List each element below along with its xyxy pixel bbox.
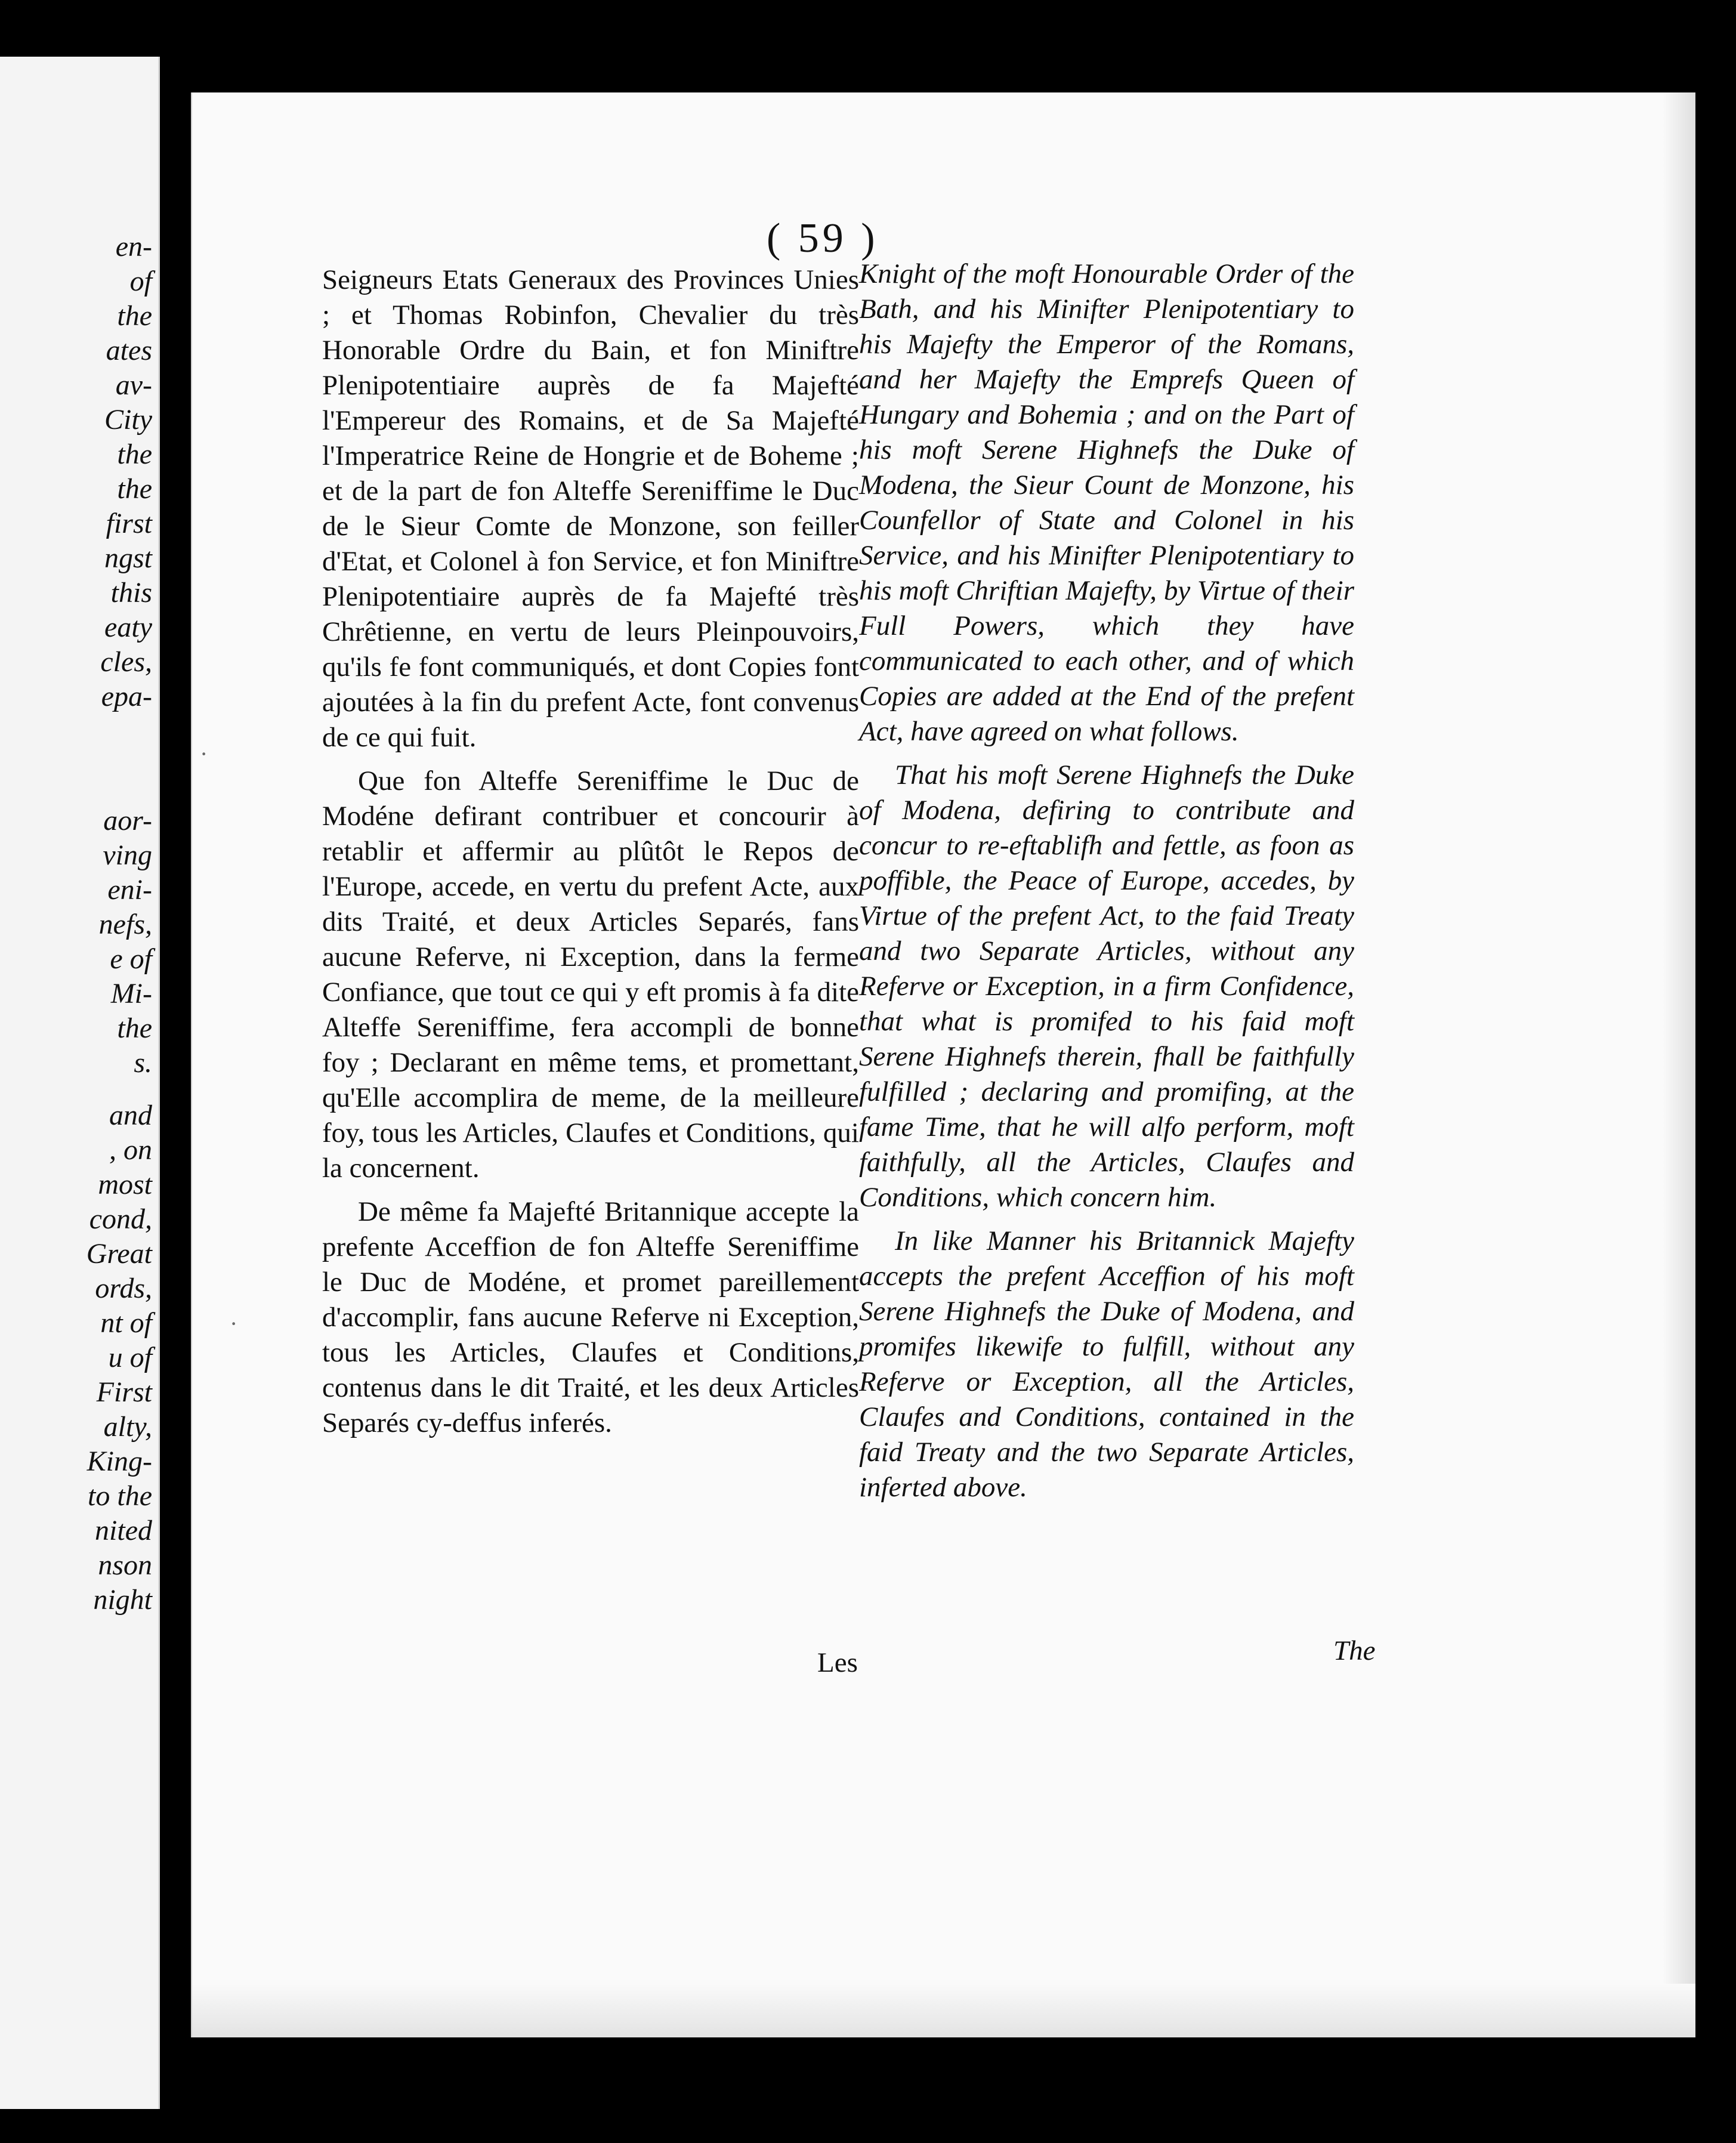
english-paragraph: Knight of the moft Honourable Order of the Bath, and his Minifter Plenipotentiary to his Majefty the Emperor of the Romans, and her Majefty the Emprefs Queen of Hungary and Bohemia ; and on the Part of his moft Serene Highnefs the Duke of Modena, the Sieur Count de Monzone, his Counfellor of State and Colonel in his Service, and his Minifter Plenipotentiary to his moft Chriftian Majefty, by Virtue of their Full Powers, which they have communicated to each other, and of which Copies are added at the End of the prefent Act, have agreed on what follows.	[859, 258, 1354, 747]
page-number: ( 59 )	[767, 215, 879, 261]
french-column	[322, 263, 859, 1449]
facing-page-fragment: the	[117, 439, 152, 470]
english-paragraph: That his moft Serene Highnefs the Duke of Modena, defiring to contribute and concur to re-eftablifh and fettle, as foon as poffible, the Peace of Europe, accedes, by Virtue of the prefent Act, to the faid Treaty and two Separate Articles, without any Referve or Exception, in a firm Confidence, that what is promifed to his faid moft Serene Highnefs therein, fhall be faithfully fulfilled ; declaring and promifing, at the fame Time, that he will alfo perform, moft faithfully, all the Articles, Claufes and Conditions, which concern him.	[859, 759, 1354, 1213]
english-catchword: The	[1333, 1635, 1376, 1666]
facing-page-fragment: ngst	[104, 542, 152, 574]
page-edge-shadow	[1663, 92, 1695, 2037]
ink-speck: ·	[200, 740, 208, 767]
facing-page-fragment: aor-	[103, 805, 152, 836]
facing-page-fragment: , on	[109, 1134, 152, 1166]
facing-page-fragment: nited	[95, 1515, 152, 1546]
facing-page-fragment: King-	[87, 1446, 152, 1477]
facing-page-fragment: this	[110, 577, 152, 609]
french-paragraph: Seigneurs Etats Generaux des Provinces Unies ; et Thomas Robinfon, Chevalier du très Honorable Ordre du Bain, et fon Miniftre Plenipotentiaire auprès de fa Majefté l'Empereur des Romains, et de Sa Majefté l'Imperatrice Reine de Hongrie et de Boheme ; et de la part de fon Alteffe Sereniffime le Duc de le Sieur Comte de Monzone, son feiller d'Etat, et Colonel à fon Service, et fon Miniftre Plenipotentiaire auprès de fa Majefté très Chrêtienne, en vertu de leurs Pleinpouvoirs, qu'ils fe font communiqués, et dont Copies font ajoutées à la fin du prefent Acte, font convenus de ce qui fuit.	[322, 264, 859, 753]
facing-page-fragment: most	[98, 1169, 152, 1200]
facing-page-fragment: epa-	[101, 681, 152, 712]
facing-page-fragment: night	[93, 1584, 152, 1616]
facing-page-fragment: Great	[86, 1238, 152, 1270]
facing-page-fragment: ords,	[95, 1273, 152, 1304]
english-paragraph: In like Manner his Britannick Majefty accepts the prefent Acceffion of his moft Serene Highnefs the Duke of Modena, and promifes likewife to fulfill, without any Referve or Exception, all the Articles, Claufes and Conditions, contained in the faid Treaty and the two Separate Articles, inferted above.	[859, 1225, 1354, 1503]
facing-page-fragment: cond,	[89, 1203, 152, 1235]
facing-page-fragment: eni-	[107, 874, 152, 906]
facing-page-fragment: ates	[106, 335, 152, 366]
facing-page-fragment: First	[96, 1376, 152, 1408]
facing-page-fragment: the	[117, 300, 152, 332]
facing-page-fragment: ving	[103, 839, 152, 871]
facing-page-fragment: the	[117, 473, 152, 505]
facing-page-fragment: s.	[134, 1047, 152, 1079]
french-paragraph: De même fa Majefté Britannique accepte la prefente Acceffion de fon Alteffe Sereniffime le Duc de Modéne, et promet pareillement d'accomplir, fans aucune Referve ni Exception, tous les Articles, Claufes et Conditions, contenus dans le dit Traité, et les deux Articles Separés cy-deffus inferés.	[322, 1196, 859, 1438]
facing-page-fragment: u of	[108, 1342, 152, 1373]
facing-page-fragment: nson	[98, 1549, 152, 1581]
facing-page-fragment: alty,	[103, 1411, 152, 1443]
facing-page-edge	[0, 57, 160, 2109]
facing-page-fragment: and	[109, 1100, 152, 1131]
facing-page-fragment: en-	[115, 231, 152, 263]
french-paragraph: Que fon Alteffe Sereniffime le Duc de Modéne defirant contribuer et concourir à retablir et affermir au plûtôt le Repos de l'Europe, accede, en vertu du prefent Acte, aux dits Traité, et deux Articles Separés, fans aucune Referve, ni Exception, dans la ferme Confiance, que tout ce qui y eft promis à fa dite Alteffe Sereniffime, fera accompli de bonne foy ; Declarant en même tems, et promettant, qu'Elle accomplira de meme, de la meilleure foy, tous les Articles, Claufes et Conditions, qui la concernent.	[322, 765, 859, 1184]
french-catchword: Les	[817, 1647, 858, 1678]
facing-page-fragment: of	[129, 265, 152, 297]
facing-page-fragment: to the	[88, 1480, 152, 1512]
facing-page-fragment: City	[104, 404, 152, 436]
ink-speck: ·	[230, 1310, 238, 1337]
page-bottom-fold	[192, 1984, 1695, 2037]
facing-page-fragment: first	[106, 508, 152, 539]
english-column	[859, 257, 1354, 1514]
facing-page-fragment: the	[117, 1012, 152, 1044]
facing-page-fragment: av-	[115, 369, 152, 401]
facing-page-fragment: e of	[110, 943, 152, 975]
facing-page-fragment: nefs,	[98, 909, 152, 940]
facing-page-fragment: cles,	[100, 646, 152, 678]
facing-page-fragment: eaty	[104, 612, 152, 643]
facing-page-fragment: nt of	[100, 1307, 152, 1339]
facing-page-fragment: Mi-	[110, 978, 152, 1009]
